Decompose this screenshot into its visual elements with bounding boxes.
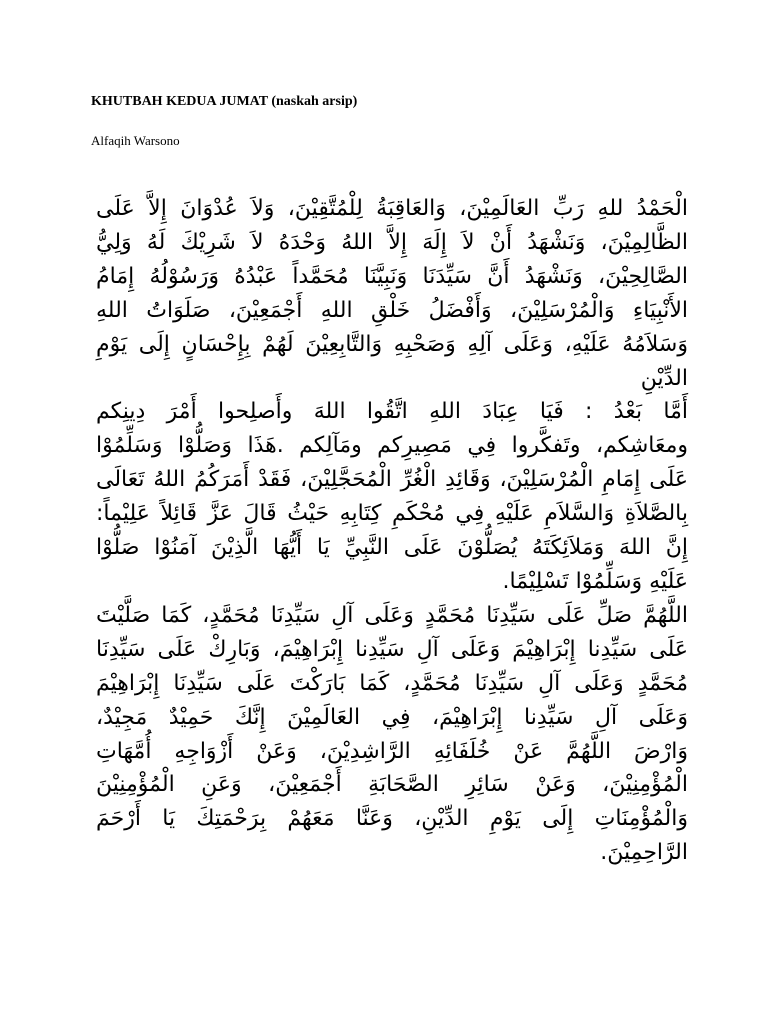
text-line: عَلَى إِمَامِ الْمُرْسَلِيْنَ، وَقَائِدِ الْغُرِّ الْمُحَجَّلِيْنَ، فَقَدْ أَمَرَكُمُ اللهُ تَعَالَى <box>96 467 688 493</box>
paragraph-salawat-doa <box>96 599 688 870</box>
text-line: مُحَمَّدٍ وَعَلَى آلِ سَيِّدِنَا مُحَمَّدٍ، كَمَا بَارَكْتَ عَلَى سَيِّدِنَا إِبْرَاهِيْمَ <box>96 670 688 696</box>
text-line: وَعَلَى آلِ سَيِّدِنا إِبْرَاهِيْمَ، فِي العَالَمِيْنَ إِنَّكَ حَمِيْدٌ مَجِيْدٌ، <box>96 704 688 730</box>
text-line: وَالْمُؤْمِنَاتِ إِلَى يَوْمِ الدِّيْنِ، وَعَنَّا مَعَهُمْ بِرَحْمَتِكَ يَا أَرْحَمَ <box>96 806 688 832</box>
text-line: بِالصَّلاَةِ وَالسَّلاَمِ عَلَيْهِ فِي مُحْكَمِ كِتَابِهِ حَيْثُ قَالَ عَزَّ قَائِلاً عَلِيْماً: <box>96 501 688 527</box>
text-line: ومعَاشِكم، وتَفكَّروا فِي مَصِيرِكم ومَآلِكم .هَذَا وَصَلُّوْا وَسَلِّمُوْا <box>96 433 688 459</box>
text-line: اللَّهُمَّ صَلِّ عَلَى سَيِّدِنَا مُحَمَّدٍ وَعَلَى آلِ سَيِّدِنَا مُحَمَّدٍ، كَمَا صَلَّيْتَ <box>96 602 688 628</box>
text-line: إِنَّ اللهَ وَمَلاَئِكَتَهُ يُصَلُّوْنَ عَلَى النَّبِيِّ يَا أَيُّهَا الَّذِيْنَ آمَنُوْا صَلُّوْا <box>96 535 688 561</box>
document-author: Alfaqih Warsono <box>91 133 180 148</box>
text-line: وَسَلاَمُهُ عَلَيْهِ، وَعَلَى آلِهِ وَصَحْبِهِ وَالتَّابِعِيْنَ لَهُمْ بِإِحْسَانٍ إِلَى يَوْمِ <box>96 331 688 357</box>
text-line: الرَّاحِمِيْنَ. <box>600 840 688 866</box>
text-line: الصَّالِحِيْنَ، وَنَشْهَدُ أَنَّ سَيِّدَنَا وَنَبِيَّنَا مُحَمَّداً عَبْدُهُ وَرَسُوْلُهُ إِمَامُ <box>96 263 688 289</box>
text-line: الظَّالِمِيْنَ، وَنَشْهَدُ أَنْ لاَ إِلَهَ إِلاَّ اللهُ وَحْدَهُ لاَ شَرِيْكَ لَهُ وَلِيُّ <box>96 229 688 255</box>
text-line: الْمُؤْمِنِيْنَ، وَعَنْ سَائِرِ الصَّحَابَةِ أَجْمَعِيْنَ، وَعَنِ الْمُؤْمِنِيْنَ <box>96 772 688 798</box>
text-line: عَلَى سَيِّدِنا إِبْرَاهِيْمَ وَعَلَى آلِ سَيِّدِنا إِبْرَاهِيْمَ، وَبَارِكْ عَلَى سَيِّدِنَا <box>96 636 688 662</box>
text-line: الدِّيْنِ <box>640 365 688 391</box>
document-title: KHUTBAH KEDUA JUMAT (naskah arsip) <box>91 94 358 109</box>
text-line: أَمَّا بَعْدُ : فَيَا عِبَادَ اللهِ اتَّقُوا اللهَ وأَصلِحوا أَمْرَ دِينِكم <box>96 399 688 425</box>
text-line: الْحَمْدُ للهِ رَبِّ العَالَمِيْنَ، وَالعَاقِبَةُ لِلْمُتَّقِيْنَ، وَلاَ عُدْوَانَ إِلاَّ عَلَى <box>96 196 688 221</box>
text-line: عَلَيْهِ وَسَلِّمُوْا تَسْلِيْمًا. <box>502 568 688 594</box>
paragraph-amma-badu <box>96 395 688 598</box>
text-line: الأَنْبِيَاءِ وَالْمُرْسَلِيْنَ، وَأَفْضَلُ خَلْقِ اللهِ أَجْمَعِيْنَ، صَلَوَاتُ اللهِ <box>96 297 688 323</box>
text-line: وَارْضَ اللَّهُمَّ عَنْ خُلَفَائِهِ الرَّاشِدِيْنَ، وَعَنْ أَزْوَاجِهِ أُمَّهَاتِ <box>96 738 688 764</box>
paragraph-opening-praise <box>96 192 688 395</box>
khutbah-text <box>96 192 688 870</box>
